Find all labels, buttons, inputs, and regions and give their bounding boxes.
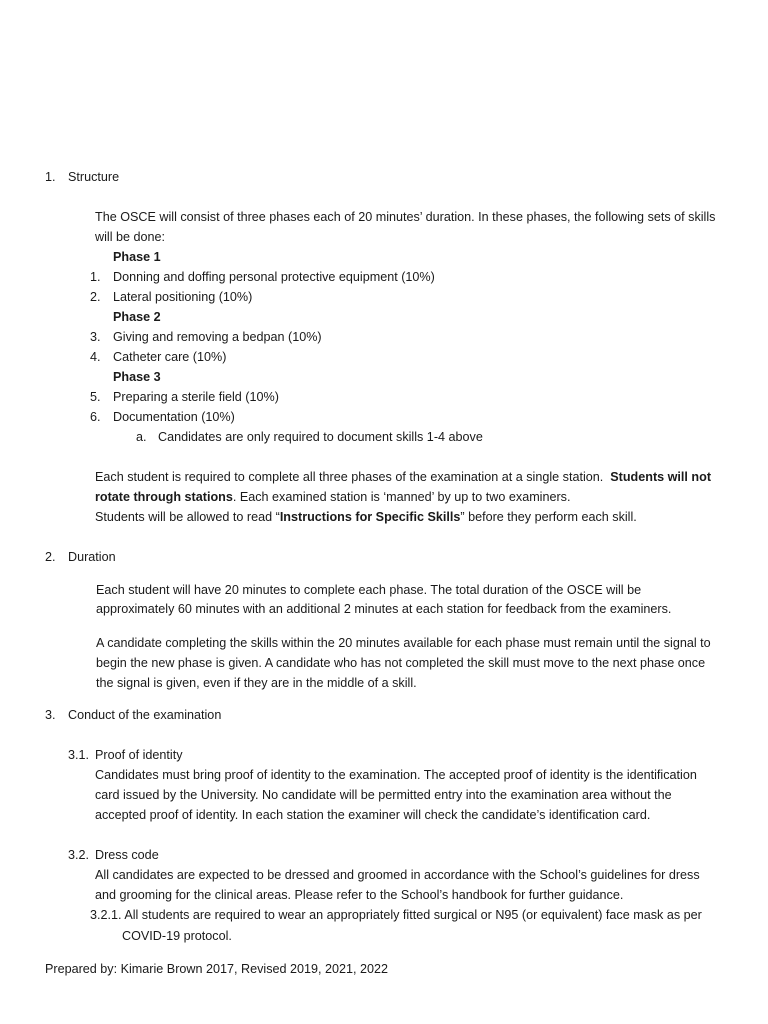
prepared-by-footer: Prepared by: Kimarie Brown 2017, Revised 2019, 2021, 2022 [45, 962, 389, 976]
section-3-title: Conduct of the examination [68, 708, 222, 722]
duration-paragraph-2-line-2: begin the new phase is given. A candidate who has not completed the skill must move to the next phase once [96, 656, 706, 670]
skill-4-text: Catheter care (10%) [113, 350, 227, 364]
skill-2-number: 2. [90, 290, 101, 304]
skill-2-text: Lateral positioning (10%) [113, 290, 253, 304]
dress-code-line-1: All candidates are expected to be dressed and groomed in accordance with the School’s guidelines for dress [95, 868, 700, 882]
identity-line-3: accepted proof of identity. In each station the examiner will check the candidate’s identification card. [95, 808, 651, 822]
station-text: Each student is required to complete all three phases of the examination at a single station. [95, 470, 604, 484]
sub-item-a-text: Candidates are only required to document skills 1-4 above [158, 430, 483, 444]
sub-item-a-letter: a. [136, 430, 147, 444]
duration-paragraph-2-line-3: the signal is given, even if they are in the middle of a skill. [96, 676, 417, 690]
instructions-bold-title: Instructions for Specific Skills [279, 510, 461, 524]
skill-4-number: 4. [90, 350, 101, 364]
station-paragraph-line-2 [95, 487, 570, 507]
section-2-title: Duration [68, 550, 116, 564]
skill-5-text: Preparing a sterile field (10%) [113, 390, 279, 404]
skill-3-text: Giving and removing a bedpan (10%) [113, 330, 322, 344]
instructions-text-start: Students will be allowed to read “ [95, 510, 280, 524]
skill-3-number: 3. [90, 330, 101, 344]
station-paragraph-line-1 [95, 467, 711, 487]
subsection-3-2-title: Dress code [95, 848, 159, 862]
phase-2-heading: Phase 2 [113, 310, 161, 324]
duration-paragraph-1-line-2: approximately 60 minutes with an additional 2 minutes at each station for feedback from the examiners. [96, 602, 672, 616]
skill-6-text: Documentation (10%) [113, 410, 235, 424]
duration-paragraph-2-line-1: A candidate completing the skills within the 20 minutes available for each phase must remain until the signal to [96, 636, 711, 650]
instructions-text-end: ” before they perform each skill. [460, 510, 637, 524]
face-mask-line-2: COVID-19 protocol. [122, 929, 232, 943]
section-1-number: 1. [45, 170, 56, 184]
identity-line-1: Candidates must bring proof of identity to the examination. The accepted proof of identity is the identification [95, 768, 697, 782]
phase-3-heading: Phase 3 [113, 370, 161, 384]
instructions-paragraph [95, 507, 637, 527]
subsection-3-2-number: 3.2. [68, 848, 90, 862]
section-3-number: 3. [45, 708, 56, 722]
skill-1-number: 1. [90, 270, 101, 284]
station-examiners-text: . Each examined station is ‘manned’ by up to two examiners. [232, 490, 571, 504]
identity-line-2: card issued by the University. No candidate will be permitted entry into the examination area without the [95, 788, 672, 802]
face-mask-line-1: 3.2.1. All students are required to wear an appropriately fitted surgical or N95 (or equivalent) face mask as per [90, 908, 702, 922]
structure-intro-line-2: will be done: [95, 230, 166, 244]
skill-6-number: 6. [90, 410, 101, 424]
station-bold-text-2: rotate through stations [95, 490, 233, 504]
subsection-3-1-title: Proof of identity [95, 748, 183, 762]
dress-code-line-2: and grooming for the clinical areas. Please refer to the School’s handbook for further guidance. [95, 888, 624, 902]
phase-1-heading: Phase 1 [113, 250, 161, 264]
subsection-3-1-number: 3.1. [68, 748, 90, 762]
structure-intro-line-1: The OSCE will consist of three phases each of 20 minutes’ duration. In these phases, the following sets of skills [95, 210, 716, 224]
skill-5-number: 5. [90, 390, 101, 404]
duration-paragraph-1-line-1: Each student will have 20 minutes to complete each phase. The total duration of the OSCE will be [96, 583, 642, 597]
station-bold-text-1: Students will not [610, 470, 712, 484]
section-1-title: Structure [68, 170, 120, 184]
section-2-number: 2. [45, 550, 56, 564]
skill-1-text: Donning and doffing personal protective equipment (10%) [113, 270, 435, 284]
